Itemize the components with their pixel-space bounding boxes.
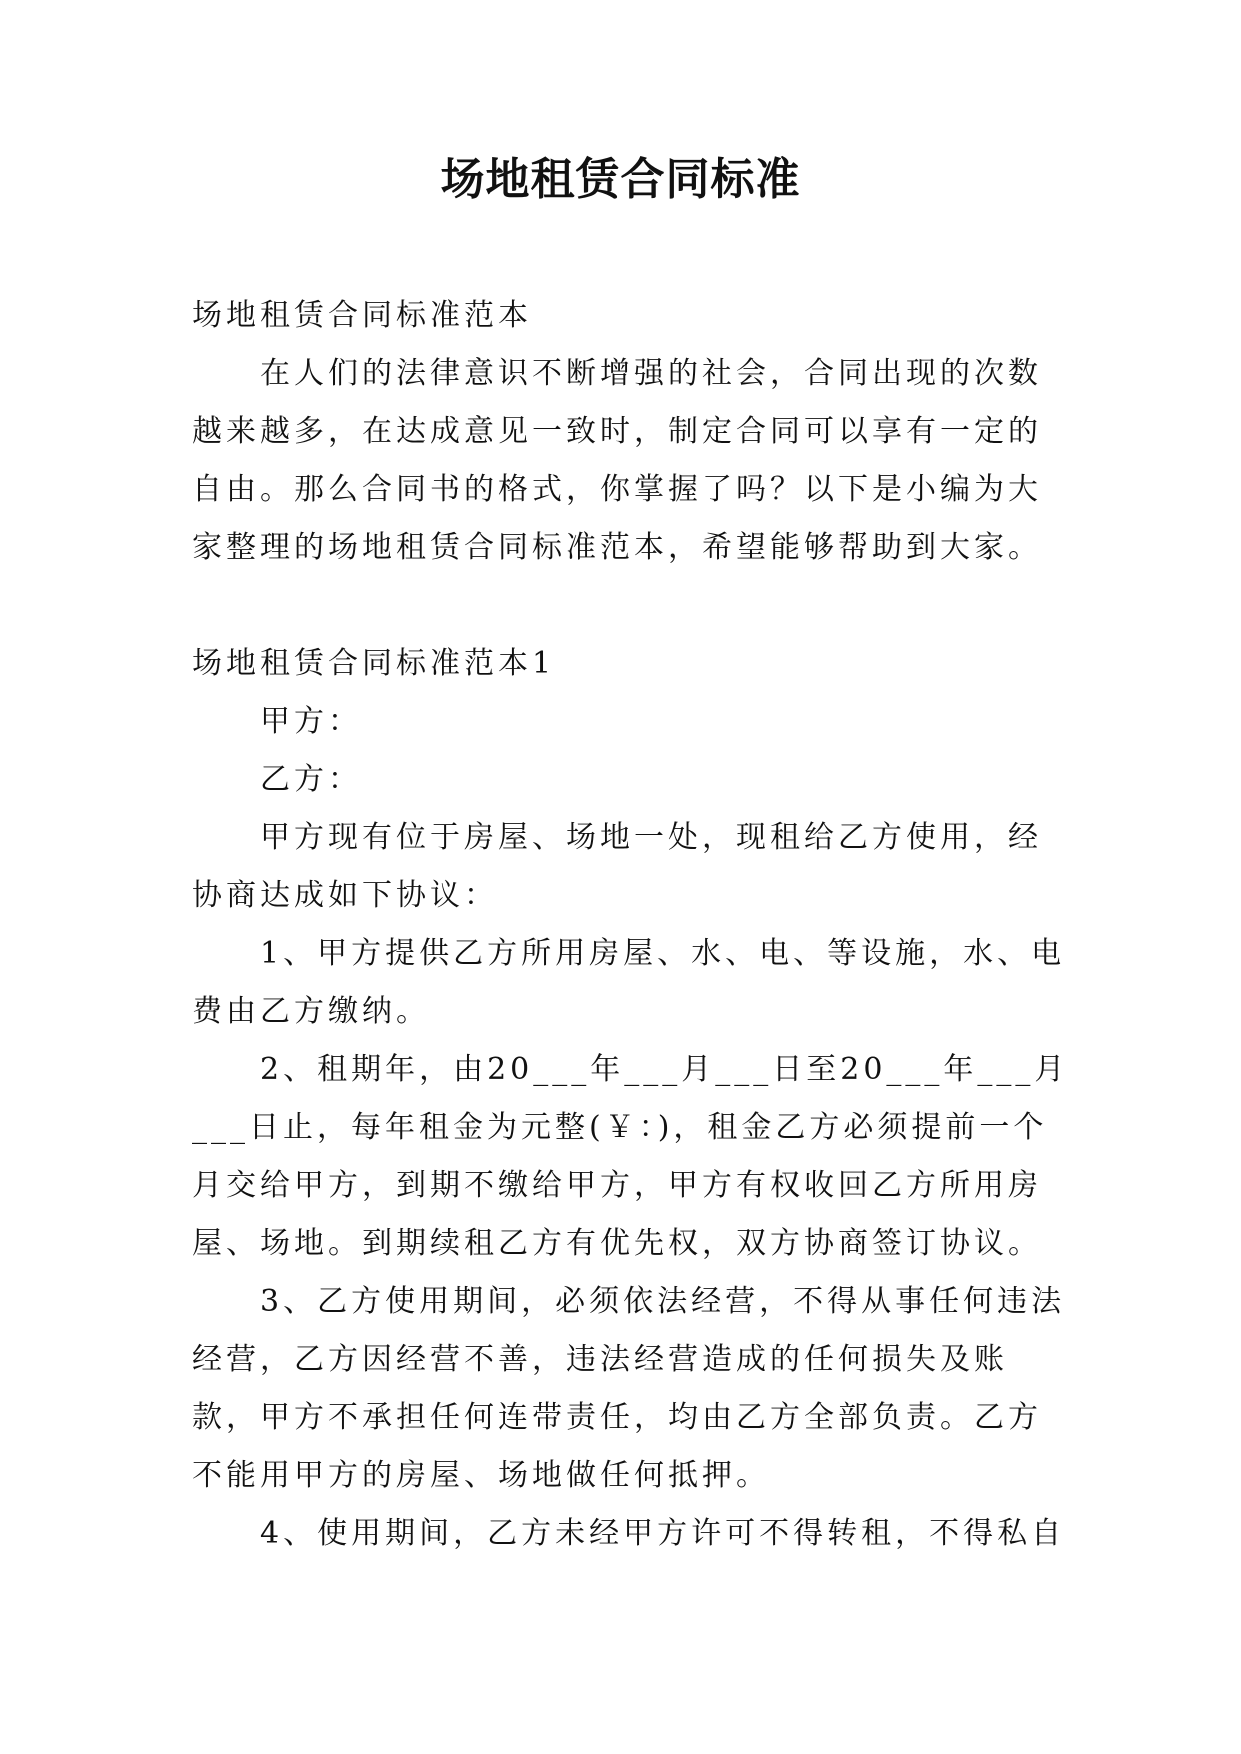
subtitle-heading: 场地租赁合同标准范本 — [192, 298, 532, 333]
party-b-line: 乙方： — [260, 762, 362, 797]
document-body — [192, 287, 1072, 1563]
clause-4: 4、使用期间，乙方未经甲方许可不得转租，不得私自 — [260, 1516, 1066, 1551]
party-a-line: 甲方： — [260, 704, 362, 739]
sample-heading: 场地租赁合同标准范本1 — [192, 646, 556, 681]
clause-2: 2、租期年，由20___年___月___日至20___年___月___日止，每年租金为元整(￥：)，租金乙方必须提前一个月交给甲方，到期不缴给甲方，甲方有权收回乙方所用房屋、场地。到期续租乙方有优先权，双方协商签订协议。 — [192, 1052, 1069, 1261]
intro-paragraph: 在人们的法律意识不断增强的社会，合同出现的次数越来越多，在达成意见一致时，制定合同可以享有一定的自由。那么合同书的格式，你掌握了吗？以下是小编为大家整理的场地租赁合同标准范本，希望能够帮助到大家。 — [192, 356, 1042, 565]
clause-1: 1、甲方提供乙方所用房屋、水、电、等设施，水、电费由乙方缴纳。 — [192, 936, 1066, 1029]
clause-3: 3、乙方使用期间，必须依法经营，不得从事任何违法经营，乙方因经营不善，违法经营造成的任何损失及账款，甲方不承担任何连带责任，均由乙方全部负责。乙方不能用甲方的房屋、场地做任何抵押。 — [192, 1284, 1066, 1493]
document-title: 场地租赁合同标准 — [440, 154, 801, 205]
preamble-paragraph: 甲方现有位于房屋、场地一处，现租给乙方使用，经协商达成如下协议： — [192, 820, 1042, 913]
